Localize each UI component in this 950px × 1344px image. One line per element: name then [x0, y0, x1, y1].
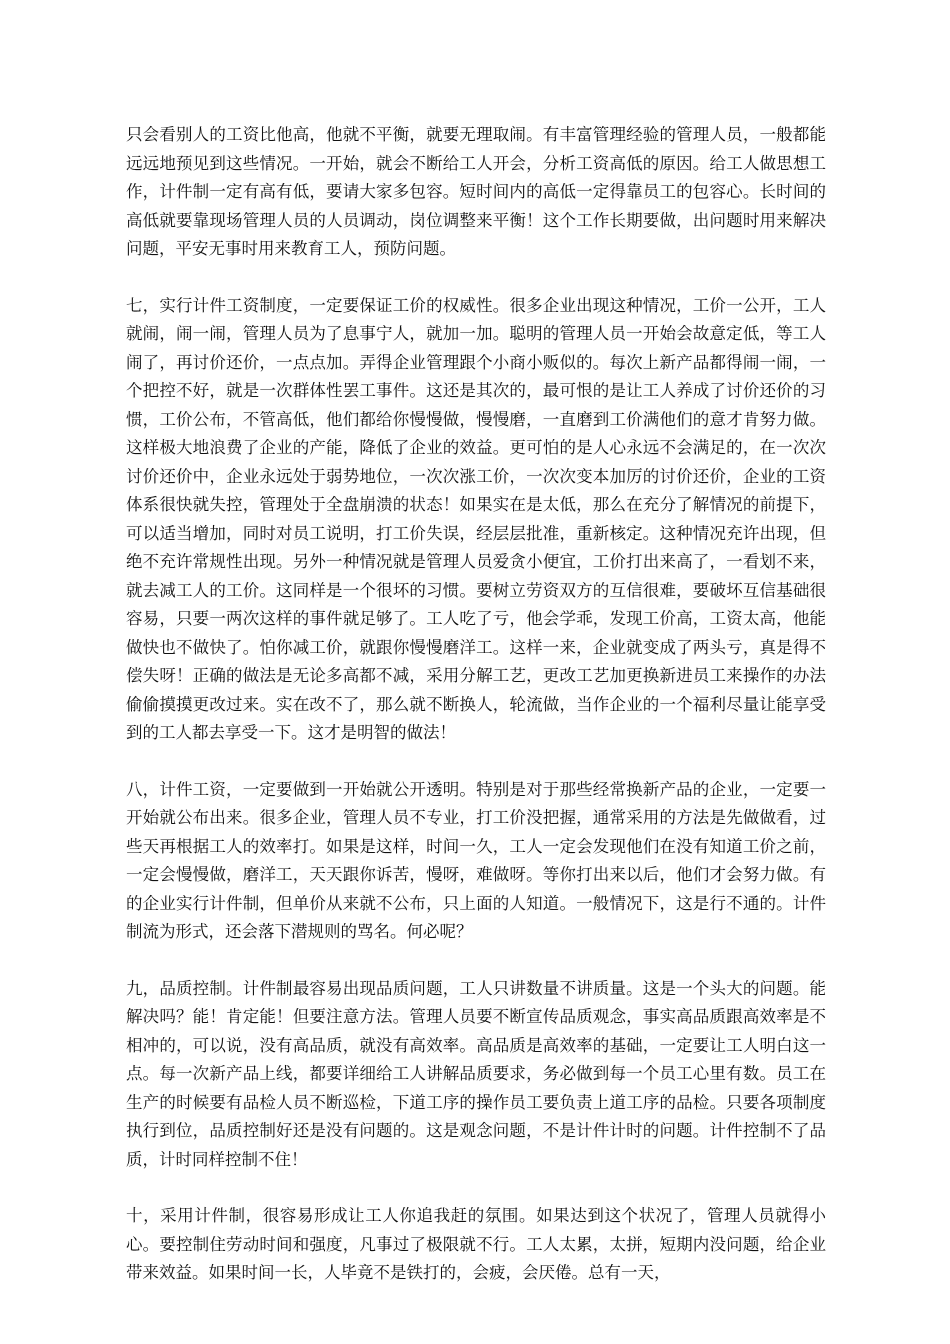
- document-body: [126, 121, 826, 1316]
- paragraph-section-9: 九，品质控制。计件制最容易出现品质问题，工人只讲数量不讲质量。这是一个头大的问题。能解决吗？能！肯定能！但要注意方法。管理人员要不断宣传品质观念，事实高品质跟高效率是不相冲的，可以说，没有高品质，就没有高效率。高品质是高效率的基础，一定要让工人明白这一点。每一次新产品上线，都要详细给工人讲解品质要求，务必做到每一个员工心里有数。员工在生产的时候要有品检人员不断巡检，下道工序的操作员工要负责上道工序的品检。只要各项制度执行到位，品质控制好还是没有问题的。这是观念问题，不是计件计时的问题。计件控制不了品质，计时同样控制不住！: [126, 978, 826, 1169]
- paragraph-section-10: 十，采用计件制，很容易形成让工人你追我赶的氛围。如果达到这个状况了，管理人员就得小心。要控制住劳动时间和强度，凡事过了极限就不行。工人太累，太拼，短期内没问题，给企业带来效益。如果时间一长，人毕竟不是铁打的，会疲，会厌倦。总有一天，: [126, 1206, 826, 1282]
- paragraph-section-8: 八，计件工资，一定要做到一开始就公开透明。特别是对于那些经常换新产品的企业，一定要一开始就公布出来。很多企业，管理人员不专业，打工价没把握，通常采用的方法是先做做看，过些天再根据工人的效率打。如果是这样，时间一久，工人一定会发现他们在没有知道工价之前，一定会慢慢做，磨洋工，天天跟你诉苦，慢呀，难做呀。等你打出来以后，他们才会努力做。有的企业实行计件制，但单价从来就不公布，只上面的人知道。一般情况下，这是行不通的。计件制流为形式，还会落下潜规则的骂名。何必呢？: [126, 779, 826, 941]
- paragraph-continuation: 只会看别人的工资比他高，他就不平衡，就要无理取闹。有丰富管理经验的管理人员，一般都能远远地预见到这些情况。一开始，就会不断给工人开会，分析工资高低的原因。给工人做思想工作，计件制一定有高有低，要请大家多包容。短时间内的高低一定得靠员工的包容心。长时间的高低就要靠现场管理人员的人员调动，岗位调整来平衡！这个工作长期要做，出问题时用来解决问题，平安无事时用来教育工人，预防问题。: [126, 125, 826, 258]
- paragraph-section-7: 七，实行计件工资制度，一定要保证工价的权威性。很多企业出现这种情况，工价一公开，工人就闹，闹一闹，管理人员为了息事宁人，就加一加。聪明的管理人员一开始会故意定低，等工人闹了，再讨价还价，一点点加。弄得企业管理跟个小商小贩似的。每次上新产品都得闹一闹，一个把控不好，就是一次群体性罢工事件。这还是其次的，最可恨的是让工人养成了讨价还价的习惯，工价公布，不管高低，他们都给你慢慢做，慢慢磨，一直磨到工价满他们的意才肯努力做。这样极大地浪费了企业的产能，降低了企业的效益。更可怕的是人心永远不会满足的，在一次次讨价还价中，企业永远处于弱势地位，一次次涨工价，一次次变本加厉的讨价还价，企业的工资体系很快就失控，管理处于全盘崩溃的状态！如果实在是太低，那么在充分了解情况的前提下，可以适当增加，同时对员工说明，打工价失误，经层层批准，重新核定。这种情况充许出现，但绝不充许常规性出现。另外一种情况就是管理人员爱贪小便宜，工价打出来高了，一看划不来，就去减工人的工价。这同样是一个很坏的习惯。要树立劳资双方的互信很难，要破坏互信基础很容易，只要一两次这样的事件就足够了。工人吃了亏，他会学乖，发现工价高，工资太高，他能做快也不做快了。怕你减工价，就跟你慢慢磨洋工。这样一来，企业就变成了两头亏，真是得不偿失呀！正确的做法是无论多高都不减，采用分解工艺，更改工艺加更换新进员工来操作的办法偷偷摸摸更改过来。实在改不了，那么就不断换人，轮流做，当作企业的一个福利尽量让能享受到的工人都去享受一下。这才是明智的做法！: [126, 295, 826, 742]
